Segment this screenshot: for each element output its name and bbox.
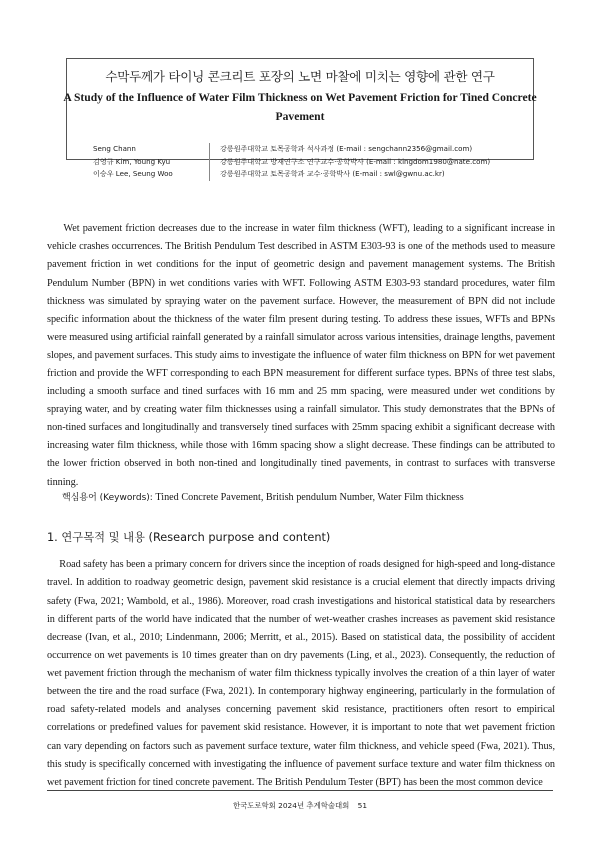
author-row: [93, 156, 513, 169]
page-footer: [0, 800, 600, 811]
author-row: [93, 168, 513, 181]
keywords-text: Tined Concrete Pavement, British pendulum Number, Water Film thickness: [155, 492, 464, 503]
section-heading: 1. 연구목적 및 내용 (Research purpose and content): [47, 531, 331, 544]
keywords-line: [62, 490, 562, 503]
author-name: Seng Chann: [93, 144, 136, 153]
author-name: 이승우 Lee, Seung Woo: [93, 169, 173, 178]
footer-divider: [47, 790, 553, 791]
author-affiliation: 강릉원주대학교 토목공학과 석사과정 (E-mail : sengchann2356@gmail.com): [220, 144, 473, 153]
author-affiliation: 강릉원주대학교 토목공학과 교수·공학박사 (E-mail : swl@gwnu.ac.kr): [220, 169, 445, 178]
abstract: Wet pavement friction decreases due to the increase in water film thickness (WFT), leading to a significant increase in vehicle crashes occurrences. The British Pendulum Test described in ASTM E303-93 is one of the methods used to measure pavement friction in wet conditions for the input of geometric design and pavement management systems. The British Pendulum Number (BPN) in wet conditions varies with WFT. Following ASTM E303-93 standard procedures, water film thickness was simulated by spraying water on the pavement surface. However, the measurement of BPN did not include specific information about the thickness of the water film present during testing. To address these issues, WFTs and BPNs were measured using artificial rainfall generated by a rainfall simulator across various intensities, drainage lengths, pavement slopes, and pavement surfaces. This study aims to investigate the influence of water film thickness on BPN for wet pavement friction and provide the WFT corresponding to each BPN measurement for different surface types. BPNs of three test slabs, including a smooth surface and tined surfaces with 16 mm and 25 mm spacing, were measured under wet conditions by spraying water, and by creating water film thicknesses using a rainfall simulator. This study demonstrates that the BPNs of non-tined surfaces and longitudinally and transversely tined surfaces with 25mm spacing exhibit a significant decrease with increasing water film thickness, while those with 16mm spacing show a slight decrease. These findings can be attributed to the lower friction observed in both non-tined and longitudinally tined pavements, in contrast to surfaces with transverse tinning.: [47, 223, 555, 488]
author-list: [93, 143, 513, 181]
author-row: [93, 143, 513, 156]
english-title: A Study of the Influence of Water Film Thickness on Wet Pavement Friction for Tined Concrete Pavement: [63, 91, 537, 123]
author-divider: [209, 143, 210, 156]
korean-title: 수막두께가 타이닝 콘크리트 포장의 노면 마찰에 미치는 영향에 관한 연구: [105, 69, 495, 84]
author-divider: [209, 156, 210, 169]
author-name: 김영규 Kim, Young Kyu: [93, 156, 171, 166]
page-number: 51: [357, 801, 368, 810]
section-body: Road safety has been a primary concern for drivers since the inception of roads designed for high-speed and long-distance travel. In addition to roadway geometric design, pavement skid resistance is a crucial element that directly impacts driving safety (Fwa, 2021; Wambold, et al., 1986). Moreover, road crash investigations and historical statistical data by researchers in different parts of the world have indicated that the number of wet-weather crashes increases as pavement skid resistance decrease (Ivan, et al., 2010; Lindenmann, 2006; Merritt, et al., 2015). Based on statistical data, the possibility of accident occurrence on wet pavements is 10 times greater than on dry pavements (Ling, et al., 2023). Consequently, the reduction of wet pavement friction through the mechanism of water film thickness typically involves the creation of a thin layer of water between the tire and the road surface (Fwa, 2021). In contemporary highway engineering, particularly in the formulation of road safety-related models and analyses concerning pavement skid resistance, practitioners often resort to empirical correlations or predefined values for pavement skid resistance. However, it is important to note that wet pavement friction can vary depending on factors such as pavement surface texture, water film thickness, and vehicle speed (Fwa, 2021). Thus, this study is specifically concerned with investigating the influence of pavement surface texture and water film thickness on wet pavement friction for tined concrete pavement. The British Pendulum Tester (BPT) has been the most common device: [47, 559, 555, 788]
author-affiliation: 강릉원주대학교 방재연구소 연구교수·공학박사 (E-mail : kingdom1980@nate.com): [220, 156, 491, 166]
keywords-label: 핵심용어 (Keywords):: [62, 493, 153, 503]
author-divider: [209, 168, 210, 181]
conference-name: 한국도로학회 2024년 추계학술대회: [232, 801, 350, 810]
